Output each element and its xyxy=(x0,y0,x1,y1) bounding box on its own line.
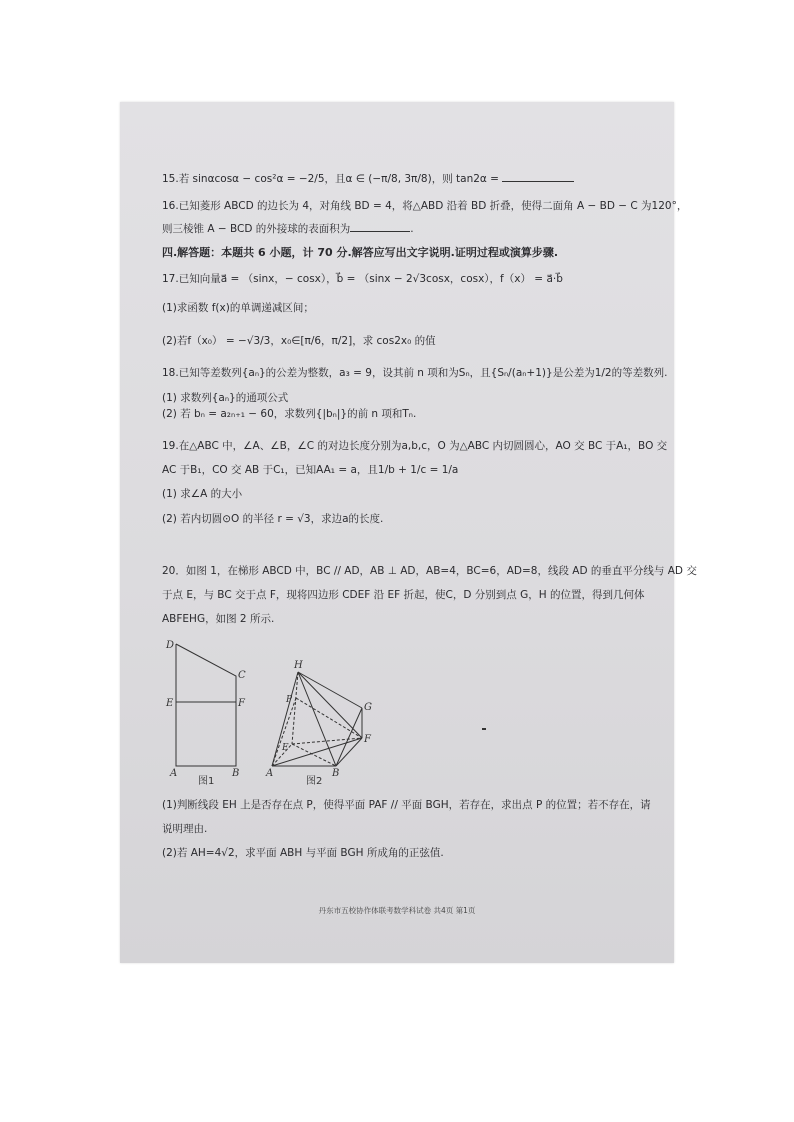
figure-1-caption: 图1 xyxy=(198,776,215,786)
label-a2: A xyxy=(266,768,274,779)
question-17-part1: (1)求函数 f(x)的单调递减区间； xyxy=(162,302,314,314)
label-p: P xyxy=(286,695,293,705)
figure-1-trapezoid xyxy=(160,634,260,786)
figure-2-solid xyxy=(264,658,384,788)
question-16-line1: 16.已知菱形 ABCD 的边长为 4，对角线 BD = 4，将△ABD 沿着 BD 折叠，使得二面角 A − BD − C 为120°， xyxy=(162,200,688,212)
answer-blank-16 xyxy=(350,231,410,232)
question-20-part2: (2)若 AH=4√2，求平面 ABH 与平面 BGH 所成角的正弦值. xyxy=(162,847,444,859)
question-19-line1: 19.在△ABC 中，∠A、∠B，∠C 的对边长度分别为a,b,c，O 为△ABC 内切圆圆心，AO 交 BC 于A₁，BO 交 xyxy=(162,440,668,452)
label-a: A xyxy=(170,768,178,779)
trapezoid-outline xyxy=(176,644,236,766)
question-19-line2: AC 于B₁，CO 交 AB 于C₁，已知AA₁ = a，且1/b + 1/c = 1/a xyxy=(162,464,459,476)
label-e2: E xyxy=(282,743,289,753)
question-19-part1: (1) 求∠A 的大小 xyxy=(162,488,243,500)
page-footer: 丹东市五校协作体联考数学科试卷 共4页 第1页 xyxy=(318,906,476,915)
exam-paper xyxy=(120,102,697,963)
question-18-part2: (2) 若 bₙ = a₂ₙ₊₁ − 60，求数列{|bₙ|}的前 n 项和Tₙ. xyxy=(162,408,417,420)
label-c: C xyxy=(238,670,246,681)
section-4-heading: 四.解答题：本题共 6 小题，计 70 分.解答应写出文字说明.证明过程或演算步骤. xyxy=(162,246,558,259)
stray-mark xyxy=(482,728,486,730)
edge-hf xyxy=(298,672,362,738)
label-b2: B xyxy=(332,768,340,779)
edge-eb-hidden xyxy=(292,744,336,766)
label-d: D xyxy=(166,640,175,651)
label-b: B xyxy=(232,768,240,779)
label-h: H xyxy=(294,660,303,671)
edge-bg xyxy=(336,708,362,766)
label-f: F xyxy=(238,698,245,709)
question-19-part2: (2) 若内切圆⊙O 的半径 r = √3，求边a的长度. xyxy=(162,513,384,525)
question-18-part1: (1) 求数列{aₙ}的通项公式 xyxy=(162,392,289,404)
label-f2: F xyxy=(364,734,371,745)
question-16-line2: 则三棱锥 A − BCD 的外接球的表面积为 . xyxy=(162,223,414,235)
question-20-part1-line2: 说明理由. xyxy=(162,823,208,835)
label-e: E xyxy=(166,698,174,709)
question-15: 15.若 sinαcosα − cos²α = −2/5，且α ∈ (−π/8, 3π/8)，则 tan2α = xyxy=(162,172,574,186)
edge-hg xyxy=(298,672,362,708)
question-20-line1: 20．如图 1，在梯形 ABCD 中，BC // AD，AB ⊥ AD，AB=4，BC=6，AD=8，线段 AD 的垂直平分线与 AD 交 xyxy=(162,565,697,577)
question-18: 18.已知等差数列{aₙ}的公差为整数，a₃ = 9，设其前 n 项和为Sₙ，且{Sₙ/(aₙ+1)}是公差为1/2的等差数列. xyxy=(162,367,668,379)
edge-pa-hidden xyxy=(272,698,296,766)
figure-2-caption: 图2 xyxy=(306,776,323,787)
question-20-part1-line1: (1)判断线段 EH 上是否存在点 P，使得平面 PAF // 平面 BGH，若存在，求出点 P 的位置；若不存在，请 xyxy=(162,799,651,811)
question-17-part2: (2)若f（x₀） = −√3/3，x₀∈[π/6，π/2]，求 cos2x₀ 的值 xyxy=(162,335,436,347)
question-20-line2: 于点 E，与 BC 交于点 F，现将四边形 CDEF 沿 EF 折起，使C，D 分别到点 G，H 的位置，得到几何体 xyxy=(162,589,645,601)
label-g: G xyxy=(364,702,372,713)
question-20-line3: ABFEHG，如图 2 所示. xyxy=(162,613,275,625)
answer-blank-15 xyxy=(502,181,574,182)
question-17: 17.已知向量a⃗ = （sinx，− cosx），b⃗ = （sinx − 2√3cosx，cosx），f（x） = a⃗·b⃗ xyxy=(162,273,563,285)
